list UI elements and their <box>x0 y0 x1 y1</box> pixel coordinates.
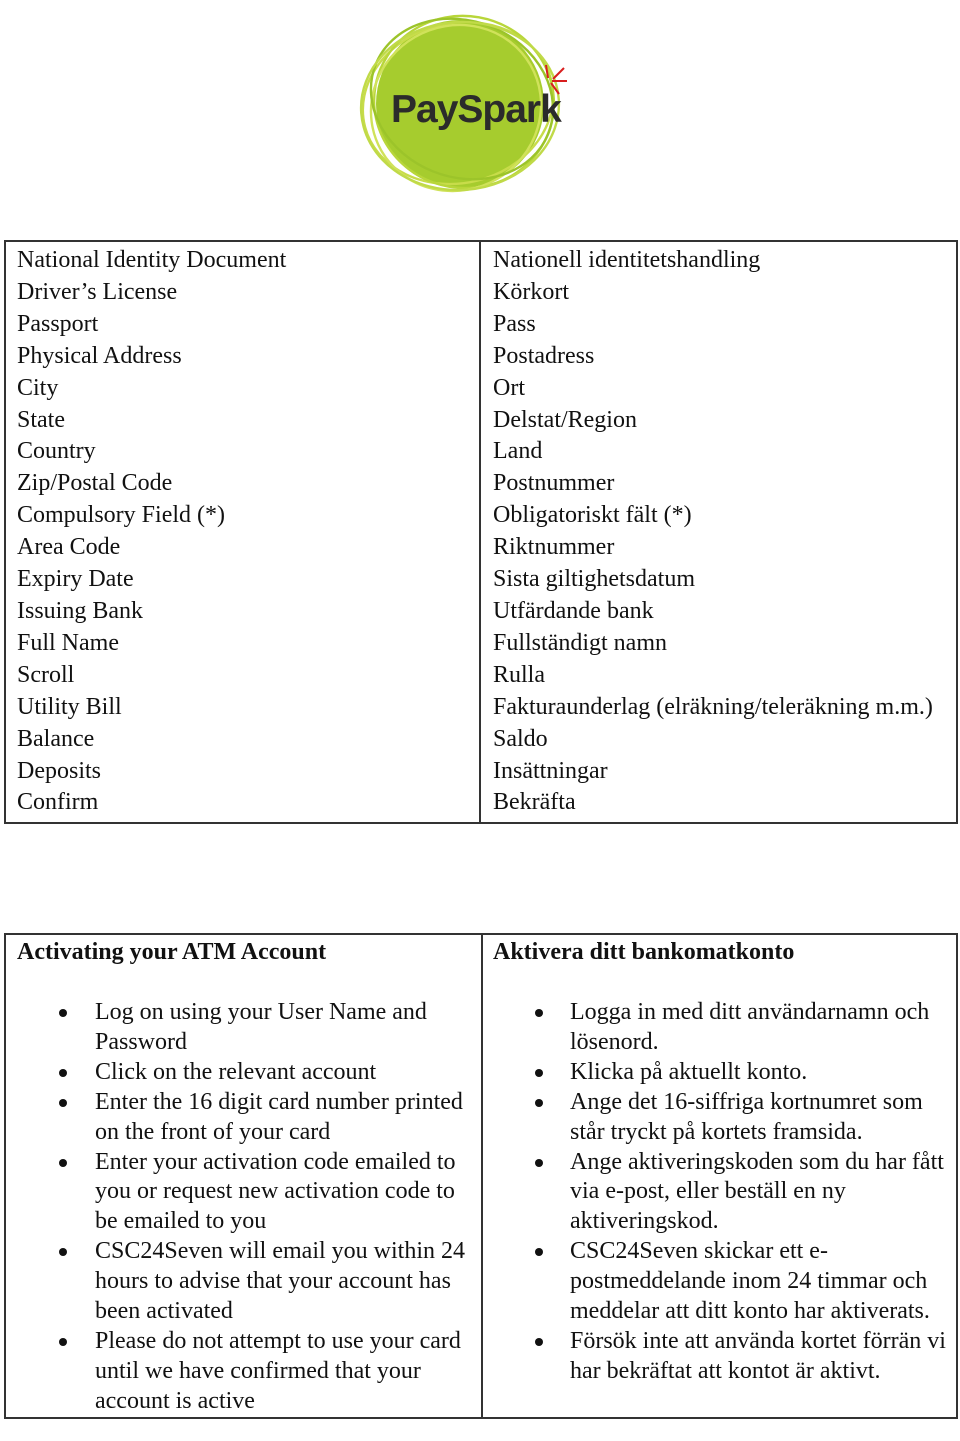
bullet-icon <box>59 1159 67 1167</box>
glossary-term-sv: Rulla <box>493 661 545 688</box>
step-item <box>6 1237 481 1327</box>
bullet-icon <box>535 1099 543 1107</box>
glossary-term-en: Area Code <box>17 534 121 561</box>
step-item <box>483 1088 956 1148</box>
glossary-term-en: Issuing Bank <box>17 597 143 624</box>
glossary-table <box>4 240 958 824</box>
step-item <box>483 1237 956 1327</box>
glossary-term-sv: Postadress <box>493 342 595 369</box>
glossary-term-sv: Obligatoriskt fält (*) <box>493 502 692 529</box>
glossary-term-en: Full Name <box>17 629 119 656</box>
glossary-term-en: Confirm <box>17 789 99 816</box>
glossary-term-en: National Identity Document <box>17 247 287 273</box>
step-text: Click on the relevant account <box>95 1058 377 1085</box>
glossary-term-sv: Fakturaunderlag (elräkning/teleräkning m.m.) <box>493 693 933 720</box>
glossary-term-en: Country <box>17 438 96 465</box>
bullet-icon <box>59 1248 67 1256</box>
bullet-icon <box>59 1099 67 1107</box>
payspark-logo <box>340 4 580 200</box>
step-item <box>483 1327 956 1387</box>
step-item <box>483 1058 956 1088</box>
bullet-icon <box>59 1009 67 1017</box>
step-text: Enter your activation code emailed to you or request new activation code to be emailed to you <box>95 1148 456 1235</box>
english-terms-column <box>5 241 480 823</box>
glossary-term-sv: Saldo <box>493 725 548 752</box>
glossary-term-sv: Sista giltighetsdatum <box>493 566 695 593</box>
glossary-term-sv: Pass <box>493 310 536 337</box>
bullet-icon <box>535 1159 543 1167</box>
step-item <box>6 1088 481 1148</box>
atm-instructions-english <box>5 934 482 1418</box>
glossary-term-sv: Fullständigt namn <box>493 629 667 656</box>
bullet-icon <box>535 1338 543 1346</box>
glossary-term-sv: Ort <box>493 374 525 401</box>
glossary-term-sv: Riktnummer <box>493 534 615 561</box>
glossary-term-en: Scroll <box>17 661 75 688</box>
step-item <box>483 998 956 1058</box>
glossary-term-en: Physical Address <box>17 342 182 369</box>
atm-activation-table <box>4 933 958 1419</box>
steps-list-english <box>6 967 481 1417</box>
glossary-term-en: Deposits <box>17 757 101 784</box>
glossary-term-en: Passport <box>17 310 99 337</box>
bullet-icon <box>535 1248 543 1256</box>
step-item <box>6 1148 481 1238</box>
atm-title-swedish: Aktivera ditt bankomatkonto <box>493 939 795 965</box>
step-text: Enter the 16 digit card number printed on the front of your card <box>95 1088 463 1145</box>
glossary-term-sv: Insättningar <box>493 757 608 784</box>
glossary-term-en: Compulsory Field (*) <box>17 502 225 529</box>
step-text: Logga in med ditt användarnamn och lösenord. <box>570 999 930 1055</box>
step-item <box>6 1327 481 1417</box>
glossary-term-en: Expiry Date <box>17 566 134 593</box>
glossary-term-en: State <box>17 406 65 433</box>
bullet-icon <box>535 1069 543 1077</box>
glossary-term-en: Utility Bill <box>17 693 122 720</box>
step-text: Please do not attempt to use your card until we have confirmed that your account is active <box>95 1327 461 1414</box>
glossary-term-sv: Bekräfta <box>493 789 576 816</box>
step-text: Ange aktiveringskoden som du har fått via e-post, eller beställ en ny aktiveringskod. <box>570 1148 944 1235</box>
glossary-term-en: Zip/Postal Code <box>17 470 173 497</box>
step-item <box>483 1148 956 1238</box>
step-text: Klicka på aktuellt konto. <box>570 1058 808 1085</box>
step-text: Försök inte att använda kortet förrän vi har bekräftat att kontot är aktivt. <box>570 1327 946 1384</box>
bullet-icon <box>59 1069 67 1077</box>
glossary-term-en: Balance <box>17 725 95 752</box>
glossary-term-en: Driver’s License <box>17 278 178 305</box>
swedish-terms-column <box>480 241 957 823</box>
step-text: Log on using your User Name and Password <box>95 999 427 1055</box>
glossary-term-sv: Nationell identitetshandling <box>493 247 761 273</box>
step-item <box>6 1058 481 1088</box>
glossary-term-sv: Delstat/Region <box>493 406 637 433</box>
atm-title-english: Activating your ATM Account <box>17 939 327 965</box>
step-text: Ange det 16-siffriga kortnumret som står tryckt på kortets framsida. <box>570 1088 923 1145</box>
step-item <box>6 998 481 1058</box>
bullet-icon <box>59 1338 67 1346</box>
glossary-term-sv: Land <box>493 438 543 465</box>
logo-wordmark: PaySpark <box>391 88 561 131</box>
steps-list-swedish <box>483 967 956 1387</box>
atm-instructions-swedish <box>482 934 957 1418</box>
glossary-term-sv: Postnummer <box>493 470 615 497</box>
glossary-term-en: City <box>17 374 59 401</box>
step-text: CSC24Seven skickar ett e-postmeddelande inom 24 timmar och meddelar att ditt konto har aktiverats. <box>570 1238 930 1325</box>
glossary-term-sv: Körkort <box>493 278 569 305</box>
step-text: CSC24Seven will email you within 24 hours to advise that your account has been activated <box>95 1238 465 1325</box>
glossary-term-sv: Utfärdande bank <box>493 597 654 624</box>
bullet-icon <box>535 1009 543 1017</box>
